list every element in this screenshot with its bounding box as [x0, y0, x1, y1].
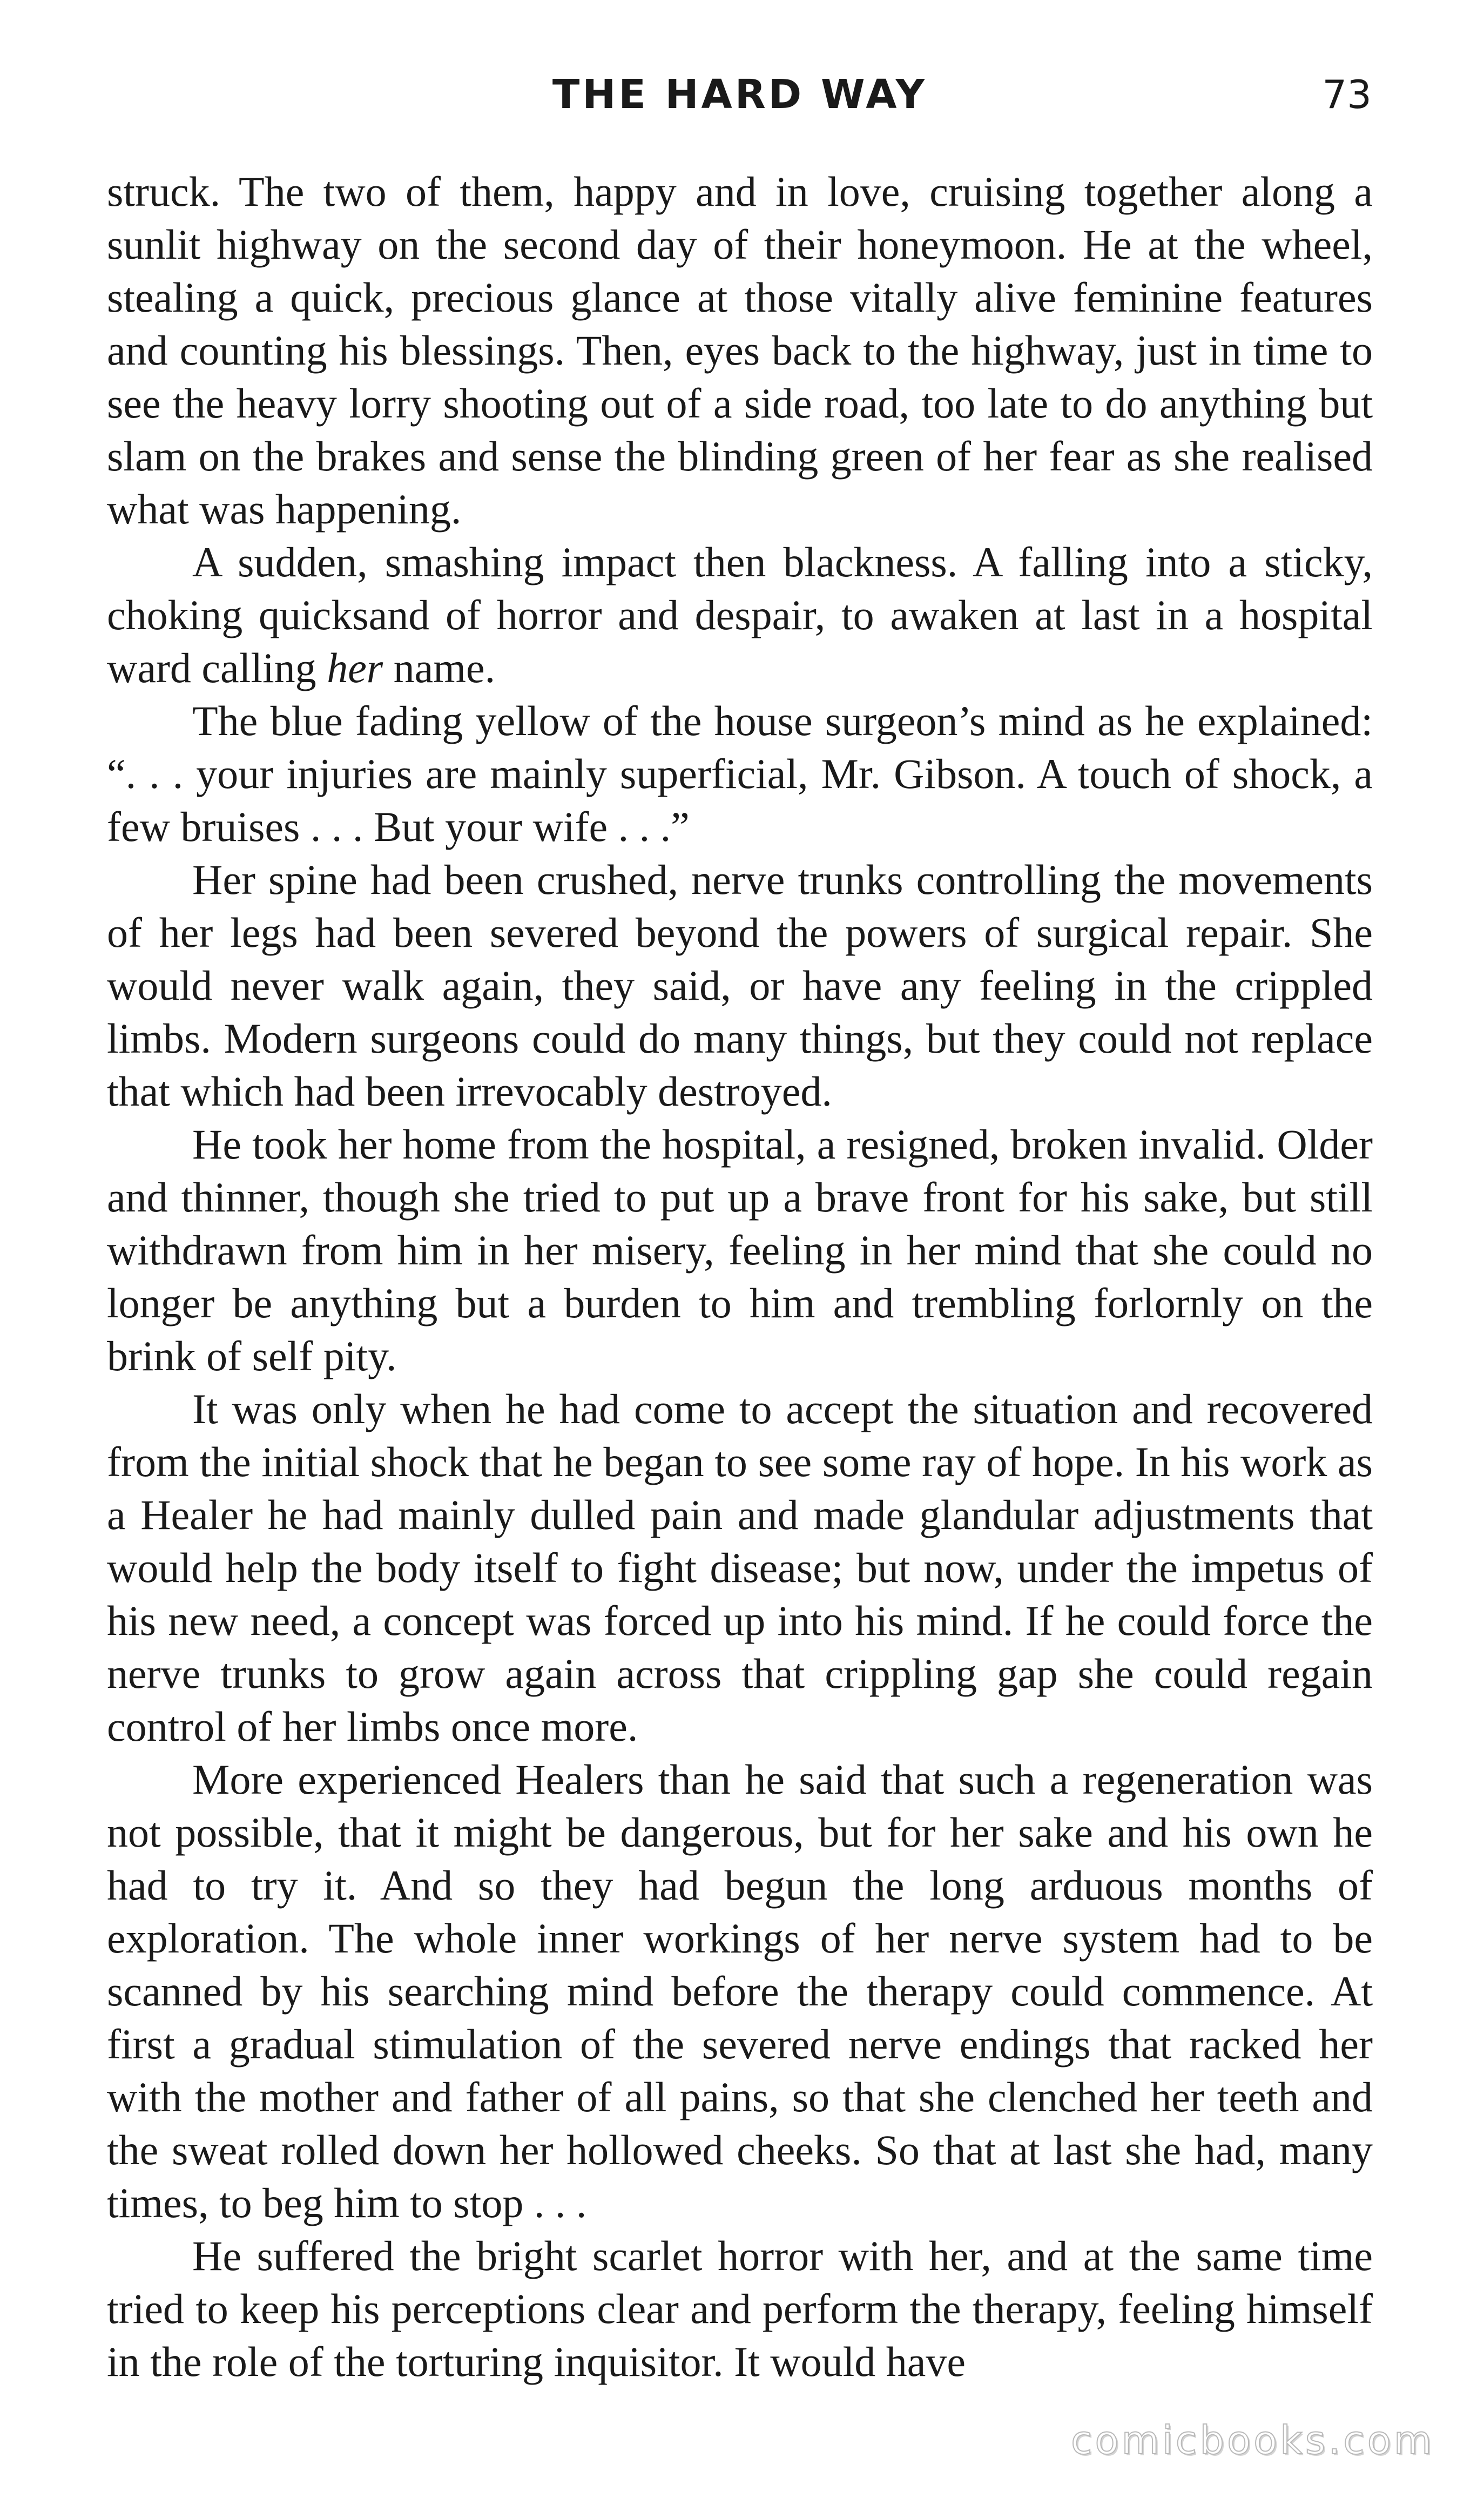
paragraph-1: [107, 165, 1373, 536]
watermark: comicbooks.com: [1070, 2418, 1434, 2463]
paragraph-2: [107, 536, 1373, 695]
paragraph-6: [107, 1383, 1373, 1753]
paragraph-text: More experienced Healers than he said that such a regeneration was not possible, that it might be dangerous, but for her sake and his own he had to try it. And so they had begun the long arduous months of exploration. The whole inner workings of her nerve system had to be scanned by his searching mind before the therapy could commence. At first a gradual stimulation of the severed nerve endings that racked her with the mother and father of all pains, so that she clenched her teeth and the sweat rolled down her hollowed cheeks. So that at last she had, many times, to beg him to stop . . .: [107, 1756, 1373, 2226]
paragraph-text: It was only when he had come to accept the situation and recovered from the initial shock that he began to see some ray of hope. In his work as a Healer he had mainly dulled pain and made glandular adjustments that would help the body itself to fight disease; but now, under the impetus of his new need, a concept was forced up into his mind. If he could force the nerve trunks to grow again across that crippling gap she could regain control of her limbs once more.: [107, 1385, 1373, 1750]
paragraph-3: [107, 695, 1373, 853]
running-header: [108, 65, 1372, 124]
emphasized-word: her: [327, 644, 383, 691]
page-number: 73: [1322, 72, 1372, 117]
paragraph-text-after: name.: [383, 644, 496, 691]
paragraph-text: He suffered the bright scarlet horror with her, and at the same time tried to keep his perceptions clear and perform the therapy, feeling himself in the role of the torturing inquisitor. It would have: [107, 2232, 1373, 2385]
paragraph-text: The blue fading yellow of the house surgeon’s mind as he explained: “. . . your injuries are mainly superficial, Mr. Gibson. A touch of shock, a few bruises . . . But your wife . . .”: [107, 697, 1373, 850]
paragraph-5: [107, 1118, 1373, 1383]
paragraph-8: [107, 2230, 1373, 2388]
running-title: THE HARD WAY: [552, 71, 928, 118]
paragraph-text: A sudden, smashing impact then blackness. A falling into a sticky, choking quicksand of horror and despair, to awaken at last in a hospital ward calling: [107, 538, 1373, 691]
paragraph-7: [107, 1753, 1373, 2230]
paragraph-4: [107, 853, 1373, 1118]
paragraph-text: He took her home from the hospital, a resigned, broken invalid. Older and thinner, though she tried to put up a brave front for his sake, but still withdrawn from him in her misery, feeling in her mind that she could no longer be anything but a burden to him and trembling forlornly on the brink of self pity.: [107, 1121, 1373, 1379]
paragraph-text: struck. The two of them, happy and in love, cruising together along a sunlit highway on the second day of their honeymoon. He at the wheel, stealing a quick, precious glance at those vitally alive feminine features and counting his blessings. Then, eyes back to the highway, just in time to see the heavy lorry shooting out of a side road, too late to do anything but slam on the brakes and sense the blinding green of her fear as she realised what was happening.: [107, 168, 1373, 533]
paragraph-text: Her spine had been crushed, nerve trunks controlling the movements of her legs had been severed beyond the powers of surgical repair. She would never walk again, they said, or have any feeling in the crippled limbs. Modern surgeons could do many things, but they could not replace that which had been irrevocably destroyed.: [107, 856, 1373, 1115]
body-text: [107, 165, 1373, 2388]
